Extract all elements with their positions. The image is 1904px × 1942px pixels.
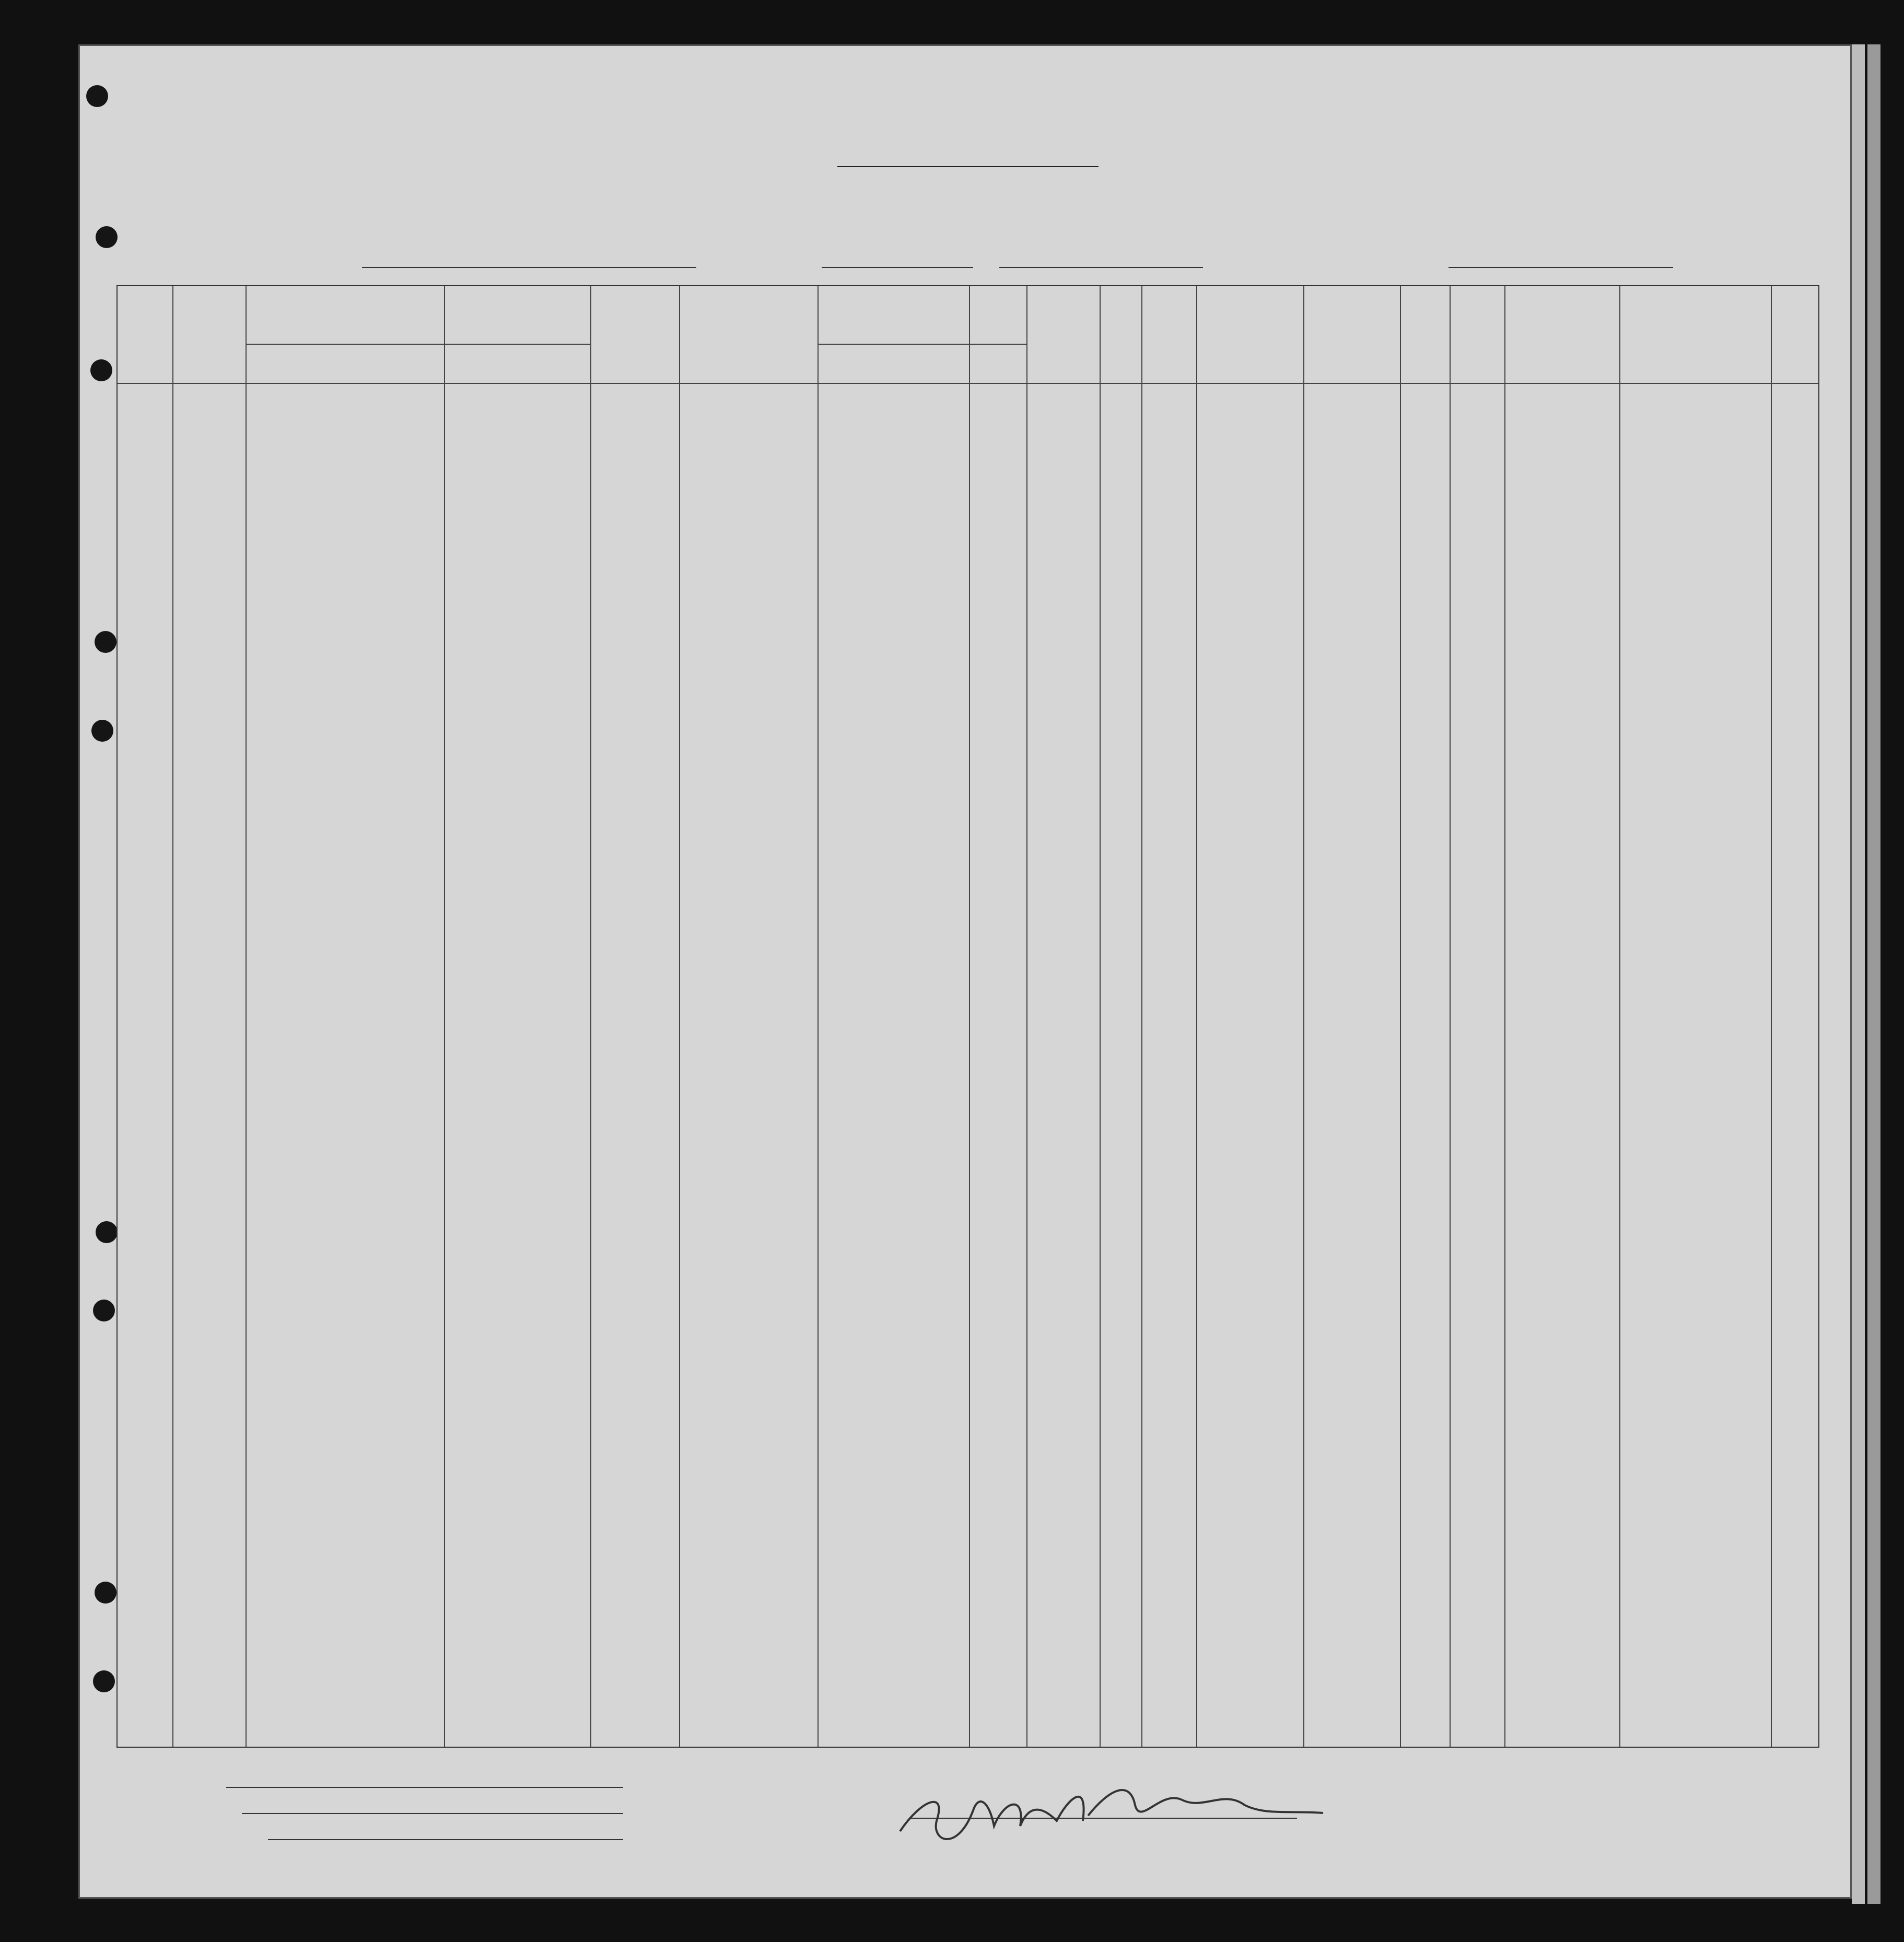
date-line [999, 267, 1203, 268]
column-header-12 [1402, 289, 1447, 293]
column-header-1 [120, 289, 170, 293]
column-header-8 [1102, 289, 1139, 293]
column-header-16 [1773, 289, 1818, 293]
local-agents-field [268, 1839, 623, 1840]
column-divider [1619, 286, 1620, 1747]
column-divider [1141, 286, 1142, 1747]
subheader-rule [817, 344, 1026, 345]
column-header-5 [681, 289, 815, 293]
column-divider [1400, 286, 1401, 1747]
column-divider [1450, 286, 1451, 1747]
column-divider [444, 286, 445, 1747]
arriving-line [822, 267, 973, 268]
column-divider [246, 286, 247, 1747]
column-header-3 [248, 289, 588, 297]
punch-hole-6 [96, 1221, 118, 1243]
vessel-line [362, 267, 696, 268]
column-divider [1196, 286, 1197, 1747]
line-field [226, 1787, 623, 1788]
from-line [1449, 267, 1673, 268]
crew-table [116, 285, 1819, 1748]
punch-hole-8 [95, 1582, 116, 1604]
punch-hole-1 [86, 85, 108, 107]
column-divider [590, 286, 591, 1747]
manifest-page [78, 44, 1852, 1899]
column-header-6 [820, 289, 1024, 297]
page-edge-right-2 [1867, 44, 1880, 1904]
column-divider [1303, 286, 1304, 1747]
column-header-10 [1198, 289, 1301, 293]
column-divider [1026, 286, 1027, 1747]
column-header-9 [1143, 289, 1194, 293]
footer [116, 1748, 1819, 1899]
header-bottom-rule [118, 383, 1818, 384]
column-divider [1100, 286, 1101, 1747]
column-header-14 [1506, 289, 1617, 293]
punch-hole-5 [91, 720, 113, 742]
vessel-info-row [80, 242, 1853, 273]
column-divider [817, 286, 819, 1747]
punch-hole-3 [90, 359, 112, 381]
column-divider [969, 286, 970, 1747]
punch-hole-7 [93, 1300, 115, 1321]
inspector-signature [890, 1769, 1334, 1857]
column-divider [1504, 286, 1505, 1747]
owners-field [242, 1813, 623, 1814]
column-header-13 [1452, 289, 1502, 293]
title-rule [837, 166, 1099, 167]
page-edge-right [1852, 44, 1865, 1904]
column-divider [679, 286, 680, 1747]
column-divider [1771, 286, 1772, 1747]
column-header-11 [1305, 289, 1398, 293]
punch-hole-9 [93, 1670, 115, 1692]
column-divider [172, 286, 173, 1747]
subheader-rule [246, 344, 590, 345]
column-header-7 [1029, 289, 1097, 293]
column-header-2 [174, 289, 243, 293]
column-header-4 [592, 289, 677, 293]
column-header-15 [1621, 289, 1769, 293]
punch-hole-4 [95, 631, 116, 653]
